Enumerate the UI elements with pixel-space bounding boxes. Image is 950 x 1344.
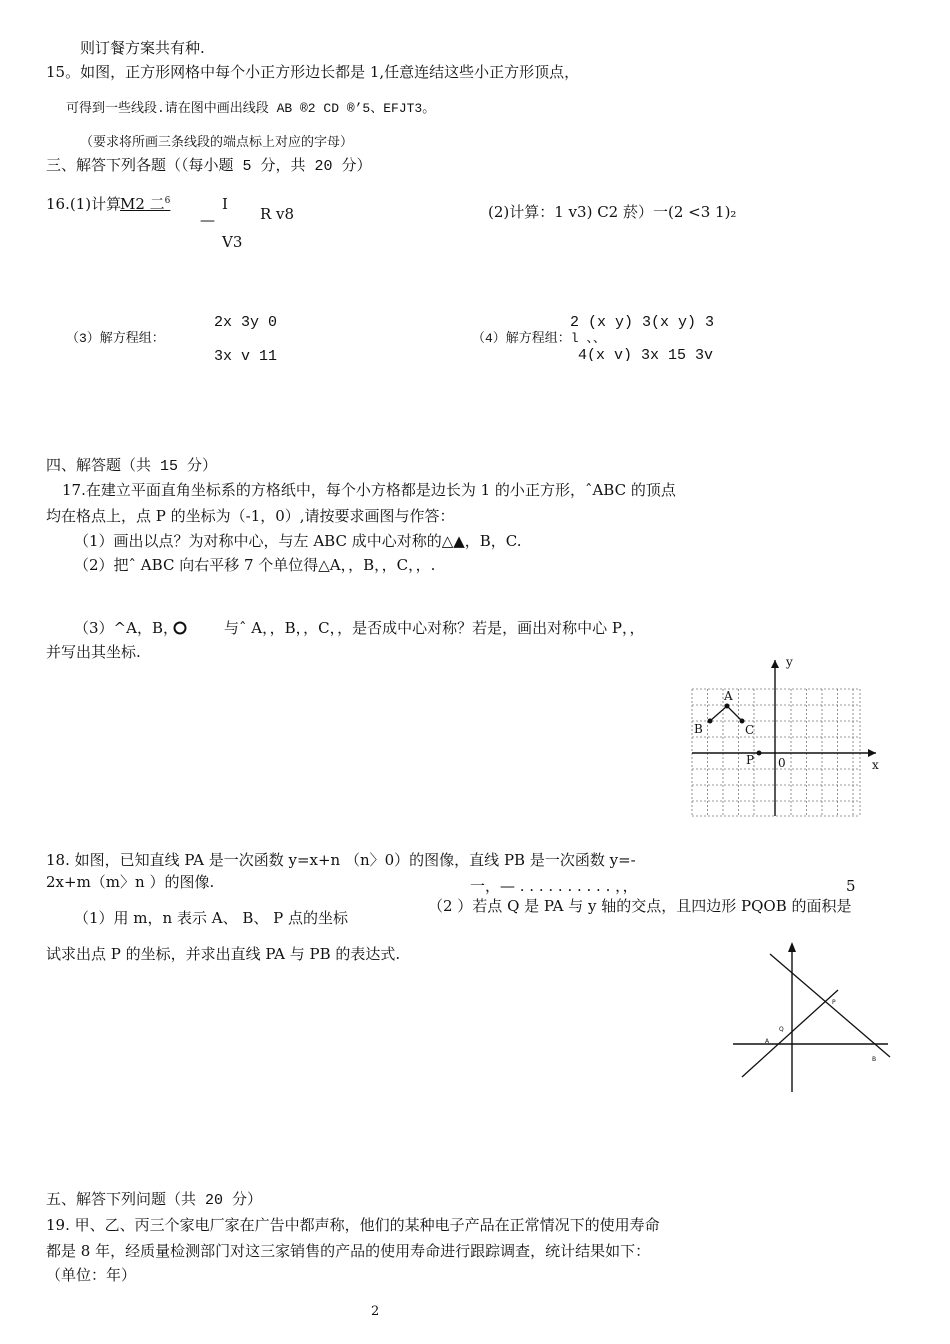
label-y: y: [786, 655, 793, 669]
q19-text-b: 都是 8 年，经质量检测部门对这三家销售的产品的使用寿命进行跟踪调查，统计结果如下：: [46, 1242, 651, 1260]
q19-text-a: 19. 甲、乙、丙三个家电厂家在广告中都声称，他们的某种电子产品在正常情况下的使用寿命: [46, 1216, 660, 1234]
label-q: Q: [779, 1026, 784, 1033]
label-a: A: [724, 689, 733, 703]
q16-3-eq1: 2x 3y 0: [214, 314, 278, 331]
q17-part1: （1）画出以点？为对称中心，与左 ABC 成中心对称的△▲，B，C.: [74, 532, 522, 550]
q16-I: I: [222, 195, 228, 213]
q18-text-a: 18. 如图，已知直线 PA 是一次函数 y=x+n （n〉0）的图像，直线 PB 是一次函数 y=-: [46, 851, 636, 869]
section-4-heading: 四、解答题（共 15 分）: [46, 458, 218, 475]
coordinate-grid-figure: [690, 656, 890, 822]
q17-text-a: 17.在建立平面直角坐标系的方格纸中，每个小方格都是边长为 1 的小正方形，ˆABC 的顶点: [62, 481, 676, 499]
q16-3-label: （3）解方程组：: [66, 331, 165, 346]
linear-functions-figure: [730, 940, 900, 1095]
label-p: P: [832, 999, 836, 1006]
q17-part3-b: 与ˆ A，，B，，C，，是否成中心对称？若是，画出对称中心 P，，: [224, 619, 645, 637]
q17-part2: （2）把ˆ ABC 向右平移 7 个单位得△A，，B，，C，，.: [74, 556, 436, 574]
y-axis-arrow-icon: [788, 942, 796, 952]
q18-text-c: 试求出点 P 的坐标，并求出直线 PA 与 PB 的表达式.: [46, 945, 401, 963]
q18-part2: （2 ）若点 Q 是 PA 与 y 轴的交点，且四边形 PQOB 的面积是: [428, 897, 852, 915]
point-a: [725, 704, 730, 709]
q17-part3-c: 并写出其坐标.: [46, 643, 141, 661]
q15-text-b: 可得到一些线段.请在图中画出线段 AB ®2 CD ®’5、EFJT3。: [66, 101, 436, 116]
label-c: C: [745, 723, 755, 737]
q18-dots: 一，— . . . . . . . . . . ，，: [470, 877, 638, 895]
label-p: P: [746, 753, 755, 767]
label-a: A: [765, 1038, 770, 1045]
q16-fraction-bar: —: [200, 211, 215, 229]
circle-icon: [172, 620, 188, 636]
point-b: [708, 719, 713, 724]
q16-4-eq2: 4(x v) 3x 15 3v: [578, 348, 714, 361]
x-axis-arrow-icon: [868, 749, 876, 757]
q17-part3-a: （3）^A，B，: [74, 619, 178, 637]
text-l1: 则订餐方案共有种.: [80, 39, 205, 57]
q16-4-eq1: 2 (x y) 3(x y) 3: [570, 314, 715, 331]
q15-text-c: （要求将所画三条线段的端点标上对应的字母）: [80, 135, 354, 150]
section-5-heading: 五、解答下列问题（共 20 分）: [46, 1192, 263, 1209]
q16-4-label: （4）解方程组：l 、、: [472, 331, 606, 346]
q16-label: 16.(1)计算: [46, 195, 122, 213]
q16-3-eq2: 3x v 11: [214, 348, 278, 360]
label-x: x: [872, 758, 879, 772]
q18-five: 5: [846, 877, 856, 895]
line-pb: [770, 954, 890, 1057]
q18-part1: （1）用 m，n 表示 A、 B、 P 点的坐标: [74, 909, 348, 927]
section-3-heading: 三、解答下列各题（（每小题 5 分，共 20 分）: [46, 158, 372, 175]
q18-text-b: 2x+m（m〉n ）的图像.: [46, 873, 215, 891]
q16-rv8: R v8: [260, 205, 295, 223]
line-pa: [742, 990, 838, 1077]
label-origin: 0: [778, 756, 786, 770]
page-number: 2: [371, 1304, 380, 1319]
q17-text-b: 均在格点上，点 P 的坐标为（-1，0）,请按要求画图与作答：: [46, 507, 455, 525]
point-p: [757, 751, 762, 756]
q19-text-c: （单位：年）: [46, 1266, 137, 1284]
label-b: B: [872, 1056, 877, 1063]
q16-4-eq2-clip: [574, 348, 734, 361]
q16-v3: V3: [222, 233, 243, 251]
q15-text-a: 15。如图，正方形网格中每个小正方形边长都是 1,任意连结这些小正方形顶点，: [46, 63, 580, 81]
y-axis-arrow-icon: [771, 660, 779, 668]
q16-3-eq2-clip: [210, 348, 300, 360]
q16-part2: (2)计算：1 v3) C2 菸）一(2 <3 1)₂: [488, 203, 737, 221]
point-c: [740, 719, 745, 724]
label-b: B: [694, 722, 703, 736]
q16-expr: M2 二$^6$: [120, 195, 171, 213]
